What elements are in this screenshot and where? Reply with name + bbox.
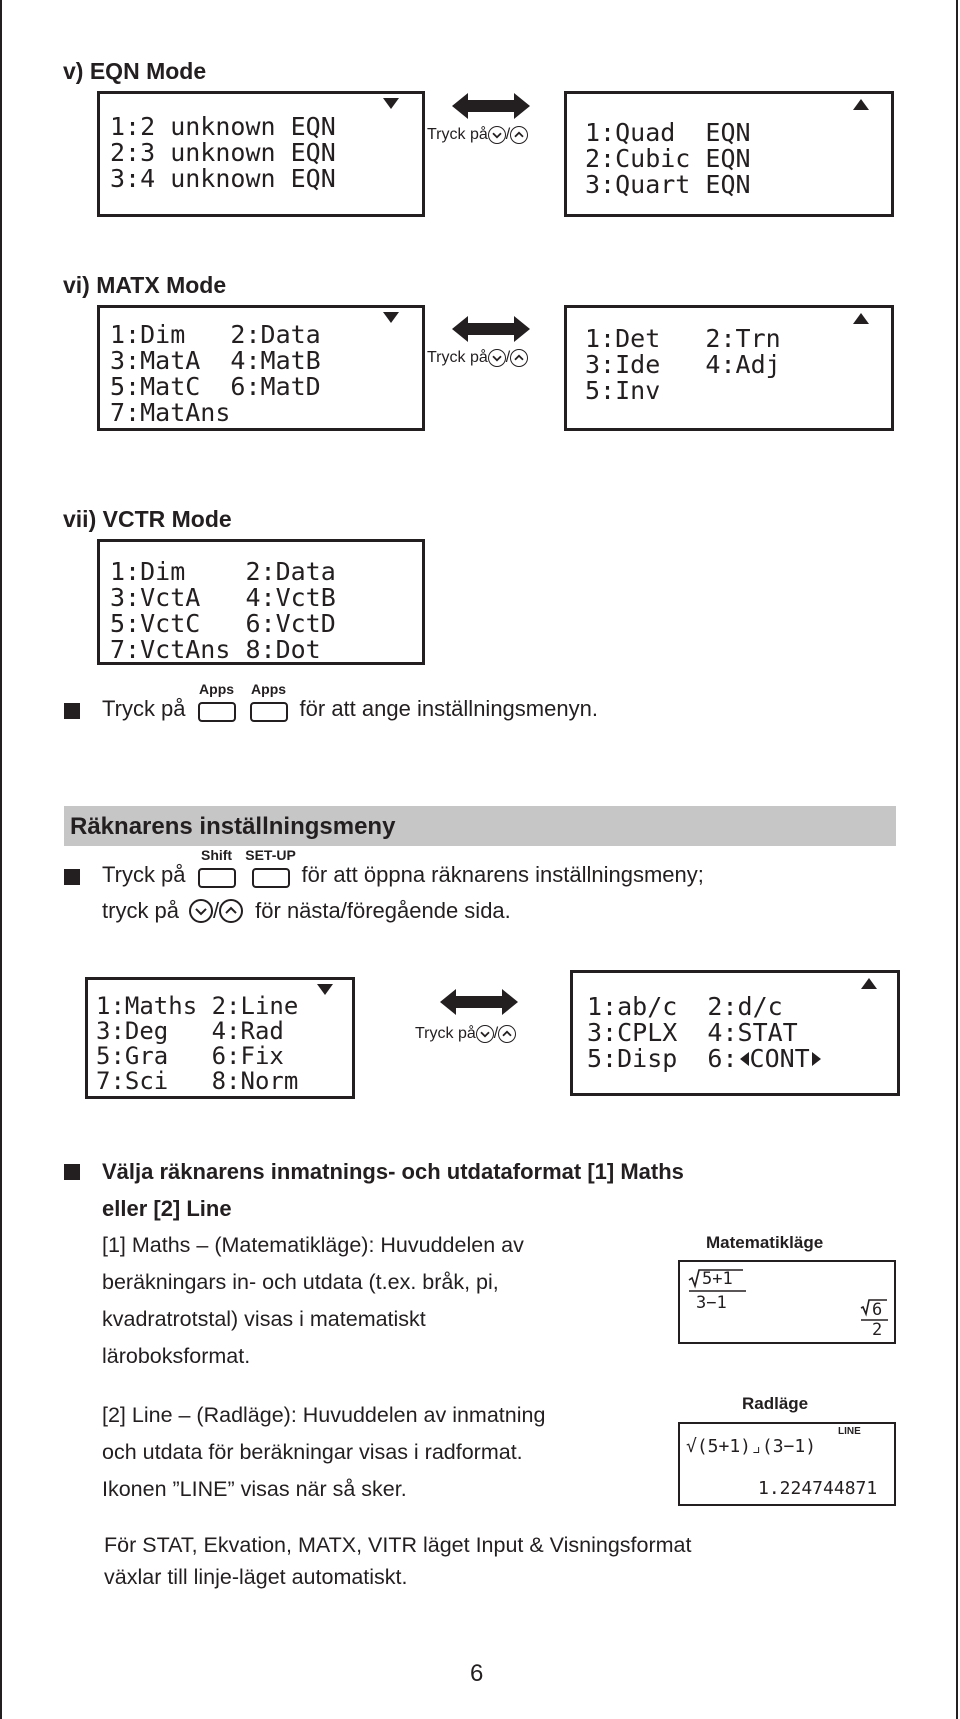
lcd-line: 5:VctC 6:VctD bbox=[110, 609, 336, 638]
matx-screen-page2 bbox=[564, 305, 894, 431]
instruction-text: Tryck på bbox=[102, 862, 186, 887]
maths-description-line: läroboksformat. bbox=[102, 1344, 251, 1368]
lcd-line: 3:VctA 4:VctB bbox=[110, 583, 336, 612]
nav-hint bbox=[427, 349, 528, 367]
up-key-icon bbox=[498, 1025, 516, 1043]
setup-screen-page1 bbox=[85, 977, 355, 1099]
line-indicator: LINE bbox=[838, 1426, 861, 1437]
bullet-square-icon bbox=[64, 869, 80, 885]
nav-hint bbox=[415, 1025, 516, 1043]
maths-example-label: Matematikläge bbox=[706, 1233, 824, 1252]
lcd-line: 2:3 unknown EQN bbox=[110, 138, 336, 167]
up-key-icon bbox=[510, 126, 528, 144]
scroll-up-indicator-icon bbox=[861, 978, 877, 989]
lcd-line: 1:Det 2:Trn bbox=[585, 324, 781, 353]
lcd-line: 1:Maths 2:Line bbox=[96, 992, 299, 1020]
maths-denominator: 3−1 bbox=[696, 1293, 727, 1313]
lcd-line-text: 5:Disp 6: bbox=[587, 1044, 738, 1073]
eqn-screen-page1 bbox=[97, 91, 425, 217]
lcd-line: 7:MatAns bbox=[110, 398, 231, 427]
page-right-border bbox=[956, 0, 958, 1719]
nav-hint bbox=[427, 126, 528, 144]
lcd-line: 3:Ide 4:Adj bbox=[585, 350, 781, 379]
instruction-text: tryck på bbox=[102, 898, 180, 923]
key-label: Apps bbox=[251, 681, 287, 697]
maths-description-line: kvadratrotstal) visas i matematiskt bbox=[102, 1307, 426, 1331]
eqn-mode-heading: v) EQN Mode bbox=[63, 58, 207, 84]
shift-key-icon bbox=[198, 847, 236, 888]
lcd-line: 3:CPLX 4:STAT bbox=[587, 1018, 798, 1047]
lcd-line: 5:MatC 6:MatD bbox=[110, 372, 321, 401]
instruction-text: för att öppna räknarens inställningsmeny; bbox=[301, 862, 704, 887]
double-arrow-icon bbox=[452, 316, 530, 342]
setup-key-icon bbox=[245, 847, 296, 888]
lcd-line: 3:Deg 4:Rad bbox=[96, 1017, 284, 1045]
up-key-icon bbox=[510, 349, 528, 367]
footer-note-line1: För STAT, Ekvation, MATX, VITR läget Input & Visningsformat bbox=[104, 1533, 692, 1557]
instruction-slash: / bbox=[213, 898, 220, 923]
scroll-down-indicator-icon bbox=[317, 984, 333, 995]
page-number: 6 bbox=[470, 1660, 484, 1687]
nav-hint-slash: / bbox=[493, 1025, 499, 1042]
double-arrow-icon bbox=[440, 989, 518, 1015]
maths-description-line: [1] Maths – (Matematikläge): Huvuddelen av bbox=[102, 1233, 524, 1257]
eqn-screen-page2 bbox=[564, 91, 894, 217]
lcd-line: 1:ab/c 2:d/c bbox=[587, 992, 783, 1021]
lcd-line: 1:Dim 2:Data bbox=[110, 557, 336, 586]
lcd-line bbox=[587, 1046, 821, 1071]
scroll-down-indicator-icon bbox=[383, 98, 399, 109]
lcd-cont-text: CONT bbox=[749, 1044, 810, 1073]
lcd-line: 3:MatA 4:MatB bbox=[110, 346, 321, 375]
matx-screen-page1 bbox=[97, 305, 425, 431]
lcd-line: 3:Quart EQN bbox=[585, 170, 751, 199]
lcd-line: 1:Dim 2:Data bbox=[110, 320, 321, 349]
line-input: √(5+1)⌟(3−1) bbox=[686, 1436, 817, 1457]
line-example-screen bbox=[678, 1422, 896, 1506]
up-key-icon bbox=[219, 899, 243, 923]
bullet-square-icon bbox=[64, 703, 80, 719]
line-description-line: och utdata för beräkningar visas i radformat. bbox=[102, 1440, 523, 1464]
right-arrow-icon bbox=[812, 1052, 821, 1066]
settings-section-title: Räknarens inställningsmeny bbox=[70, 813, 396, 840]
nav-hint-text: Tryck på bbox=[427, 349, 488, 366]
nav-hint-text: Tryck på bbox=[427, 126, 488, 143]
lcd-line: 5:Inv bbox=[585, 376, 661, 405]
line-description-line: [2] Line – (Radläge): Huvuddelen av inmatning bbox=[102, 1403, 546, 1427]
instruction-text: Tryck på bbox=[102, 696, 186, 721]
footer-note-line2: växlar till linje-läget automatiskt. bbox=[104, 1565, 408, 1589]
line-result: 1.224744871 bbox=[758, 1478, 878, 1499]
maths-description-line: beräkningars in- och utdata (t.ex. bråk, pi, bbox=[102, 1270, 499, 1294]
lcd-line: 7:VctAns 8:Dot bbox=[110, 635, 321, 664]
apps-instruction bbox=[102, 681, 598, 722]
nav-hint-slash: / bbox=[505, 126, 511, 143]
lcd-line: 5:Gra 6:Fix bbox=[96, 1042, 284, 1070]
maths-result-root: 6 bbox=[872, 1300, 883, 1320]
matx-mode-heading: vi) MATX Mode bbox=[63, 272, 227, 298]
double-arrow-icon bbox=[452, 93, 530, 119]
lcd-line: 2:Cubic EQN bbox=[585, 144, 751, 173]
setup-screen-page2 bbox=[570, 970, 900, 1096]
down-key-icon bbox=[476, 1025, 494, 1043]
maths-result-denominator: 2 bbox=[872, 1320, 883, 1340]
nav-hint-slash: / bbox=[505, 349, 511, 366]
setup-instruction-line1 bbox=[102, 847, 704, 888]
lcd-line: 3:4 unknown EQN bbox=[110, 164, 336, 193]
apps-key-icon bbox=[198, 681, 236, 722]
down-key-icon bbox=[488, 349, 506, 367]
scroll-up-indicator-icon bbox=[853, 313, 869, 324]
nav-hint-text: Tryck på bbox=[415, 1025, 476, 1042]
settings-section-band bbox=[64, 806, 896, 846]
lcd-line: 1:Quad EQN bbox=[585, 118, 751, 147]
key-label: Apps bbox=[199, 681, 235, 697]
page-left-border bbox=[0, 0, 2, 1719]
vctr-mode-heading: vii) VCTR Mode bbox=[63, 506, 232, 532]
vctr-screen bbox=[97, 539, 425, 665]
down-key-icon bbox=[488, 126, 506, 144]
down-key-icon bbox=[189, 899, 213, 923]
maths-example-screen bbox=[678, 1260, 896, 1344]
format-heading-line2: eller [2] Line bbox=[102, 1196, 232, 1221]
instruction-text: för nästa/föregående sida. bbox=[255, 898, 511, 923]
instruction-text: för att ange inställningsmenyn. bbox=[299, 696, 598, 721]
lcd-line: 7:Sci 8:Norm bbox=[96, 1067, 299, 1095]
key-label: Shift bbox=[200, 847, 233, 863]
scroll-down-indicator-icon bbox=[383, 312, 399, 323]
left-arrow-icon bbox=[740, 1052, 749, 1066]
key-label: SET-UP bbox=[245, 847, 296, 863]
line-example-label: Radläge bbox=[742, 1394, 809, 1413]
maths-numerator: 5+1 bbox=[702, 1269, 733, 1289]
line-description-line: Ikonen ”LINE” visas när så sker. bbox=[102, 1477, 407, 1501]
apps-key-icon bbox=[250, 681, 288, 722]
format-heading-line1: Välja räknarens inmatnings- och utdataformat [1] Maths bbox=[102, 1159, 684, 1184]
lcd-line: 1:2 unknown EQN bbox=[110, 112, 336, 141]
bullet-square-icon bbox=[64, 1164, 80, 1180]
setup-instruction-line2 bbox=[102, 898, 511, 924]
scroll-up-indicator-icon bbox=[853, 99, 869, 110]
